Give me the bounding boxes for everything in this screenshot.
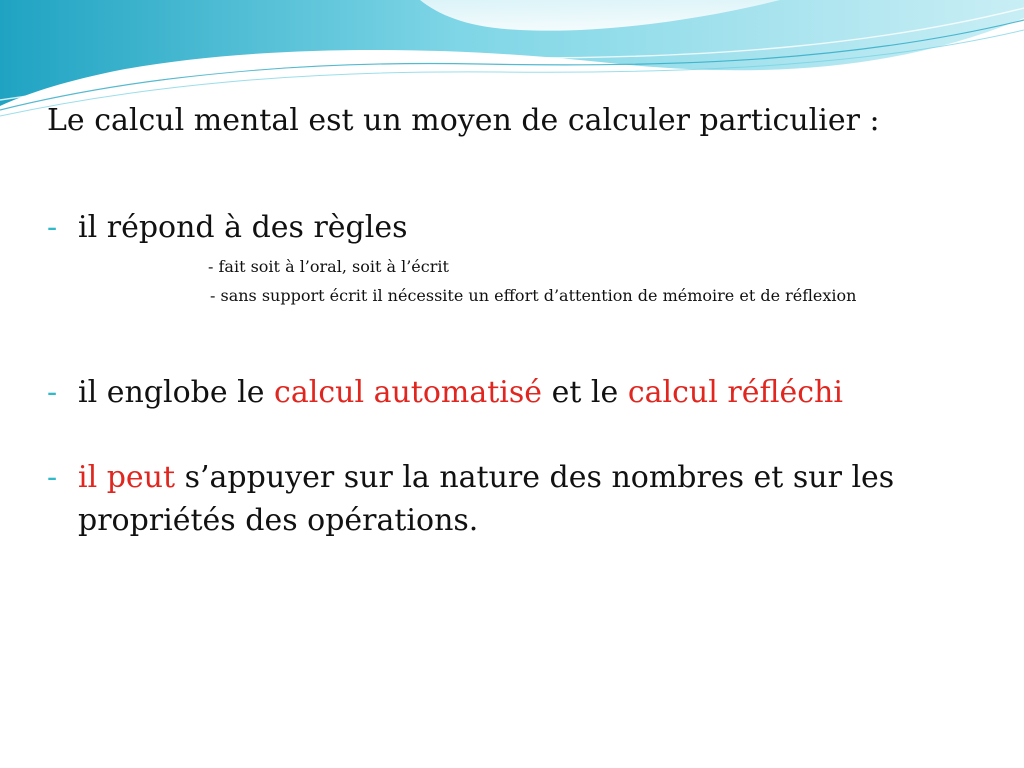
bullet-item-can-rely: [47, 456, 958, 542]
bullet-text-part: s’appuyer sur la nature des nombres et sur les propriétés des opérations.: [78, 460, 895, 538]
bullet-text-part: il englobe le: [78, 375, 275, 410]
highlight-reflected-calculation: calcul réfléchi: [627, 375, 843, 410]
wave-header-decoration: [0, 0, 1024, 120]
slide-intro: Le calcul mental est un moyen de calculer particulier :: [47, 103, 880, 138]
highlight-automated-calculation: calcul automatisé: [274, 375, 543, 410]
bullet-text: il répond à des règles: [78, 210, 408, 245]
subline-without-support: - sans support écrit il nécessite un effort d’attention de mémoire et de réflexion: [210, 286, 857, 305]
bullet-text-part: et le: [542, 375, 628, 410]
bullet-item-rules: [47, 206, 958, 249]
bullet-item-englobe: [47, 371, 958, 414]
bullet-marker: -: [47, 375, 58, 410]
bullet-text: [78, 371, 958, 414]
bullet-text: [78, 456, 958, 542]
subline-oral-written: - fait soit à l’oral, soit à l’écrit: [208, 257, 449, 276]
highlight-il-peut: il peut: [78, 460, 176, 495]
bullet-marker: -: [47, 210, 58, 245]
bullet-marker: -: [47, 460, 58, 495]
